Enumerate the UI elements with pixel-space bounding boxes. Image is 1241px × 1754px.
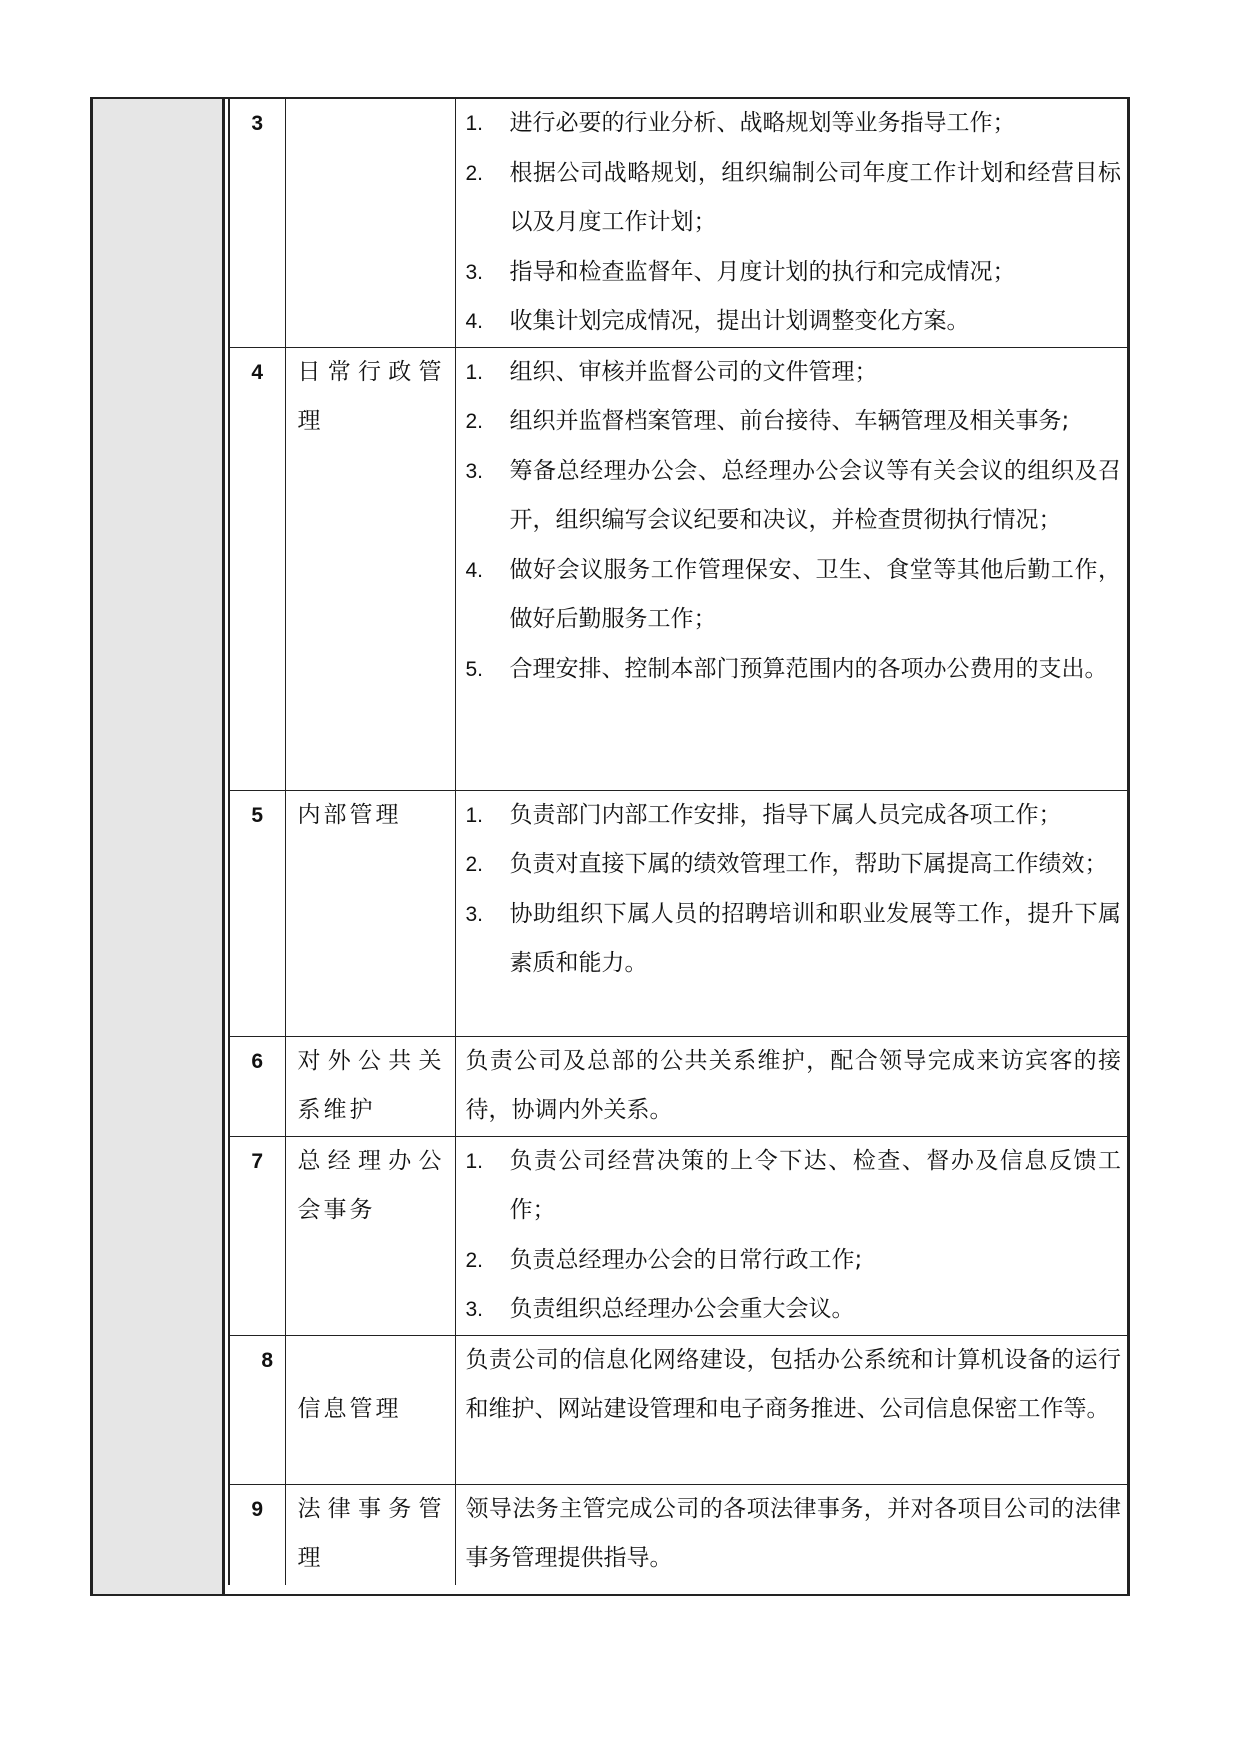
duty-name: 内部管理 [285, 790, 455, 1036]
duty-name: 法律事务管理 [285, 1484, 455, 1585]
list-item: 1. 组织、审核并监督公司的文件管理； [465, 358, 878, 385]
shaded-category-column [93, 99, 225, 1594]
row-number: 5 [229, 790, 285, 1036]
list-item: 2. 根据公司战略规划，组织编制公司年度工作计划和经营目标以及月度工作计划； [465, 159, 1121, 235]
duty-name [285, 99, 455, 347]
duty-name [285, 1335, 455, 1484]
table-row [229, 1136, 1127, 1335]
duty-description: 领导法务主管完成公司的各项法律事务，并对各项目公司的法律事务管理提供指导。 [455, 1484, 1127, 1585]
duty-name: 对外公共关系维护 [285, 1036, 455, 1136]
list-item: 1. 进行必要的行业分析、战略规划等业务指导工作； [465, 110, 1016, 136]
table-row [229, 790, 1127, 1036]
table-row [229, 99, 1127, 347]
list-item: 1. 负责公司经营决策的上令下达、检查、督办及信息反馈工作； [465, 1147, 1121, 1223]
duty-name: 日常行政管理 [285, 347, 455, 790]
list-item: 4. 收集计划完成情况，提出计划调整变化方案。 [465, 308, 970, 334]
table-row [229, 1484, 1127, 1585]
duty-name: 总经理办公会事务 [285, 1136, 455, 1335]
duties-table-frame [90, 97, 1130, 1596]
row-number: 9 [229, 1484, 285, 1585]
list-item: 1. 负责部门内部工作安排，指导下属人员完成各项工作； [465, 801, 1062, 828]
list-item: 5. 合理安排、控制本部门预算范围内的各项办公费用的支出。 [465, 655, 1108, 682]
list-item: 3. 指导和检查监督年、月度计划的执行和完成情况； [465, 258, 1016, 285]
table-row [229, 1036, 1127, 1136]
list-item: 3. 协助组织下属人员的招聘培训和职业发展等工作，提升下属素质和能力。 [465, 900, 1121, 976]
table-row [229, 1335, 1127, 1484]
row-number: 3 [229, 99, 285, 347]
row-number: 7 [229, 1136, 285, 1335]
duty-description [455, 1136, 1127, 1335]
list-item: 2. 组织并监督档案管理、前台接待、车辆管理及相关事务; [465, 408, 1070, 434]
row-number: 6 [229, 1036, 285, 1136]
row-number: 8 [229, 1335, 285, 1484]
duty-description: 负责公司及总部的公共关系维护，配合领导完成来访宾客的接待，协调内外关系。 [455, 1036, 1127, 1136]
duties-table [228, 99, 1127, 1585]
duty-description [455, 99, 1127, 347]
row-number: 4 [229, 347, 285, 790]
list-item: 3. 负责组织总经理办公会重大会议。 [465, 1296, 855, 1322]
duty-description [455, 347, 1127, 790]
duty-name-text: 信息管理 [297, 1395, 402, 1422]
list-item: 3. 筹备总经理办公会、总经理办公会议等有关会议的组织及召开，组织编写会议纪要和决议，并检查贯彻执行情况； [465, 457, 1121, 533]
list-item: 4. 做好会议服务工作管理保安、卫生、食堂等其他后勤工作，做好后勤服务工作； [465, 556, 1121, 632]
table-row [229, 347, 1127, 790]
list-item: 2. 负责总经理办公会的日常行政工作; [465, 1246, 863, 1273]
list-item: 2. 负责对直接下属的绩效管理工作，帮助下属提高工作绩效； [465, 851, 1108, 877]
duty-description [455, 790, 1127, 1036]
duty-description: 负责公司的信息化网络建设，包括办公系统和计算机设备的运行和维护、网站建设管理和电子商务推进、公司信息保密工作等。 [455, 1335, 1127, 1484]
